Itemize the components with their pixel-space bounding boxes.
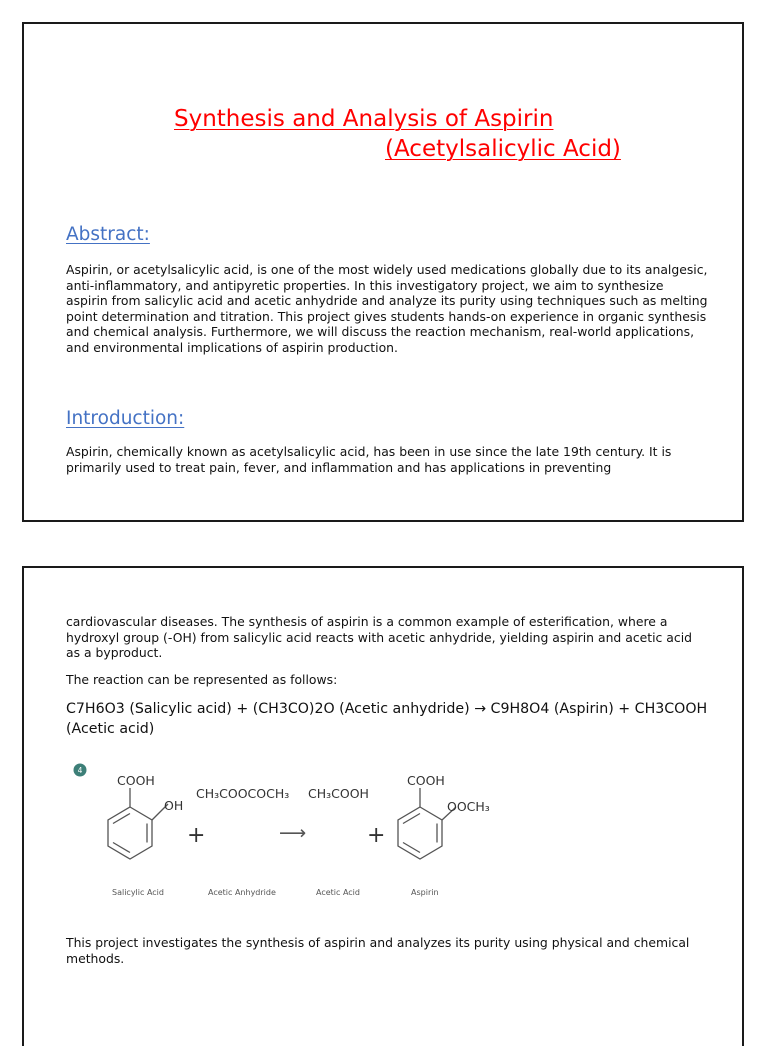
abstract-heading: Abstract: (66, 224, 150, 245)
salicylic-acid-structure (108, 773, 183, 859)
aspirin-ooch3-label: OOCH₃ (447, 799, 490, 814)
acetic-anhydride-formula: CH₃COOCOCH₃ (196, 786, 290, 801)
aspirin-cooh-label: COOH (407, 773, 445, 788)
reaction-scheme-figure (70, 758, 490, 908)
caption-acetic-acid: Acetic Acid (316, 888, 360, 897)
document-title-line-1: Synthesis and Analysis of Aspirin (174, 106, 554, 132)
plus-sign-1: + (187, 823, 206, 848)
document-page-2 (22, 566, 744, 1046)
aspirin-structure (398, 773, 490, 859)
salicylic-cooh-label: COOH (117, 773, 155, 788)
caption-aspirin: Aspirin (411, 888, 439, 897)
caption-acetic-anhydride: Acetic Anhydride (208, 888, 276, 897)
reaction-equation: C7H6O3 (Salicylic acid) + (CH3CO)2O (Acetic anhydride) → C9H8O4 (Aspirin) + CH3COOH (Acetic acid) (66, 701, 708, 737)
figure-number-label: 4 (77, 765, 83, 775)
document-page-1 (22, 22, 744, 522)
abstract-paragraph: Aspirin, or acetylsalicylic acid, is one of the most widely used medications globally due to its analgesic, anti-inflammatory, and antipyretic properties. In this investigatory project, we aim to synthesize aspirin from salicylic acid and acetic anhydride and analyze its purity using techniques such as melting point determination and titration. This project gives students hands-on experience in organic synthesis and chemical analysis. Furthermore, we will discuss the reaction mechanism, real-world applications, and environmental implications of aspirin production. (66, 262, 708, 355)
introduction-heading: Introduction: (66, 408, 185, 429)
reaction-intro-text: The reaction can be represented as follows: (66, 672, 338, 687)
introduction-paragraph: Aspirin, chemically known as acetylsalicylic acid, has been in use since the late 19th century. It is primarily used to treat pain, fever, and inflammation and has applications in preventing (66, 444, 672, 475)
plus-sign-2: + (367, 823, 386, 848)
acetic-acid-formula: CH₃COOH (308, 786, 369, 801)
document-title-line-2: (Acetylsalicylic Acid) (385, 136, 621, 162)
reaction-arrow: ⟶ (279, 822, 307, 844)
introduction-continued-paragraph: cardiovascular diseases. The synthesis of aspirin is a common example of esterification, where a hydroxyl group (-OH) from salicylic acid reacts with acetic anhydride, yielding aspirin and acetic acid as a byproduct. (66, 614, 693, 661)
salicylic-oh-label: OH (164, 798, 184, 813)
project-summary-paragraph: This project investigates the synthesis of aspirin and analyzes its purity using physical and chemical methods. (66, 935, 690, 966)
caption-salicylic-acid: Salicylic Acid (112, 888, 164, 897)
